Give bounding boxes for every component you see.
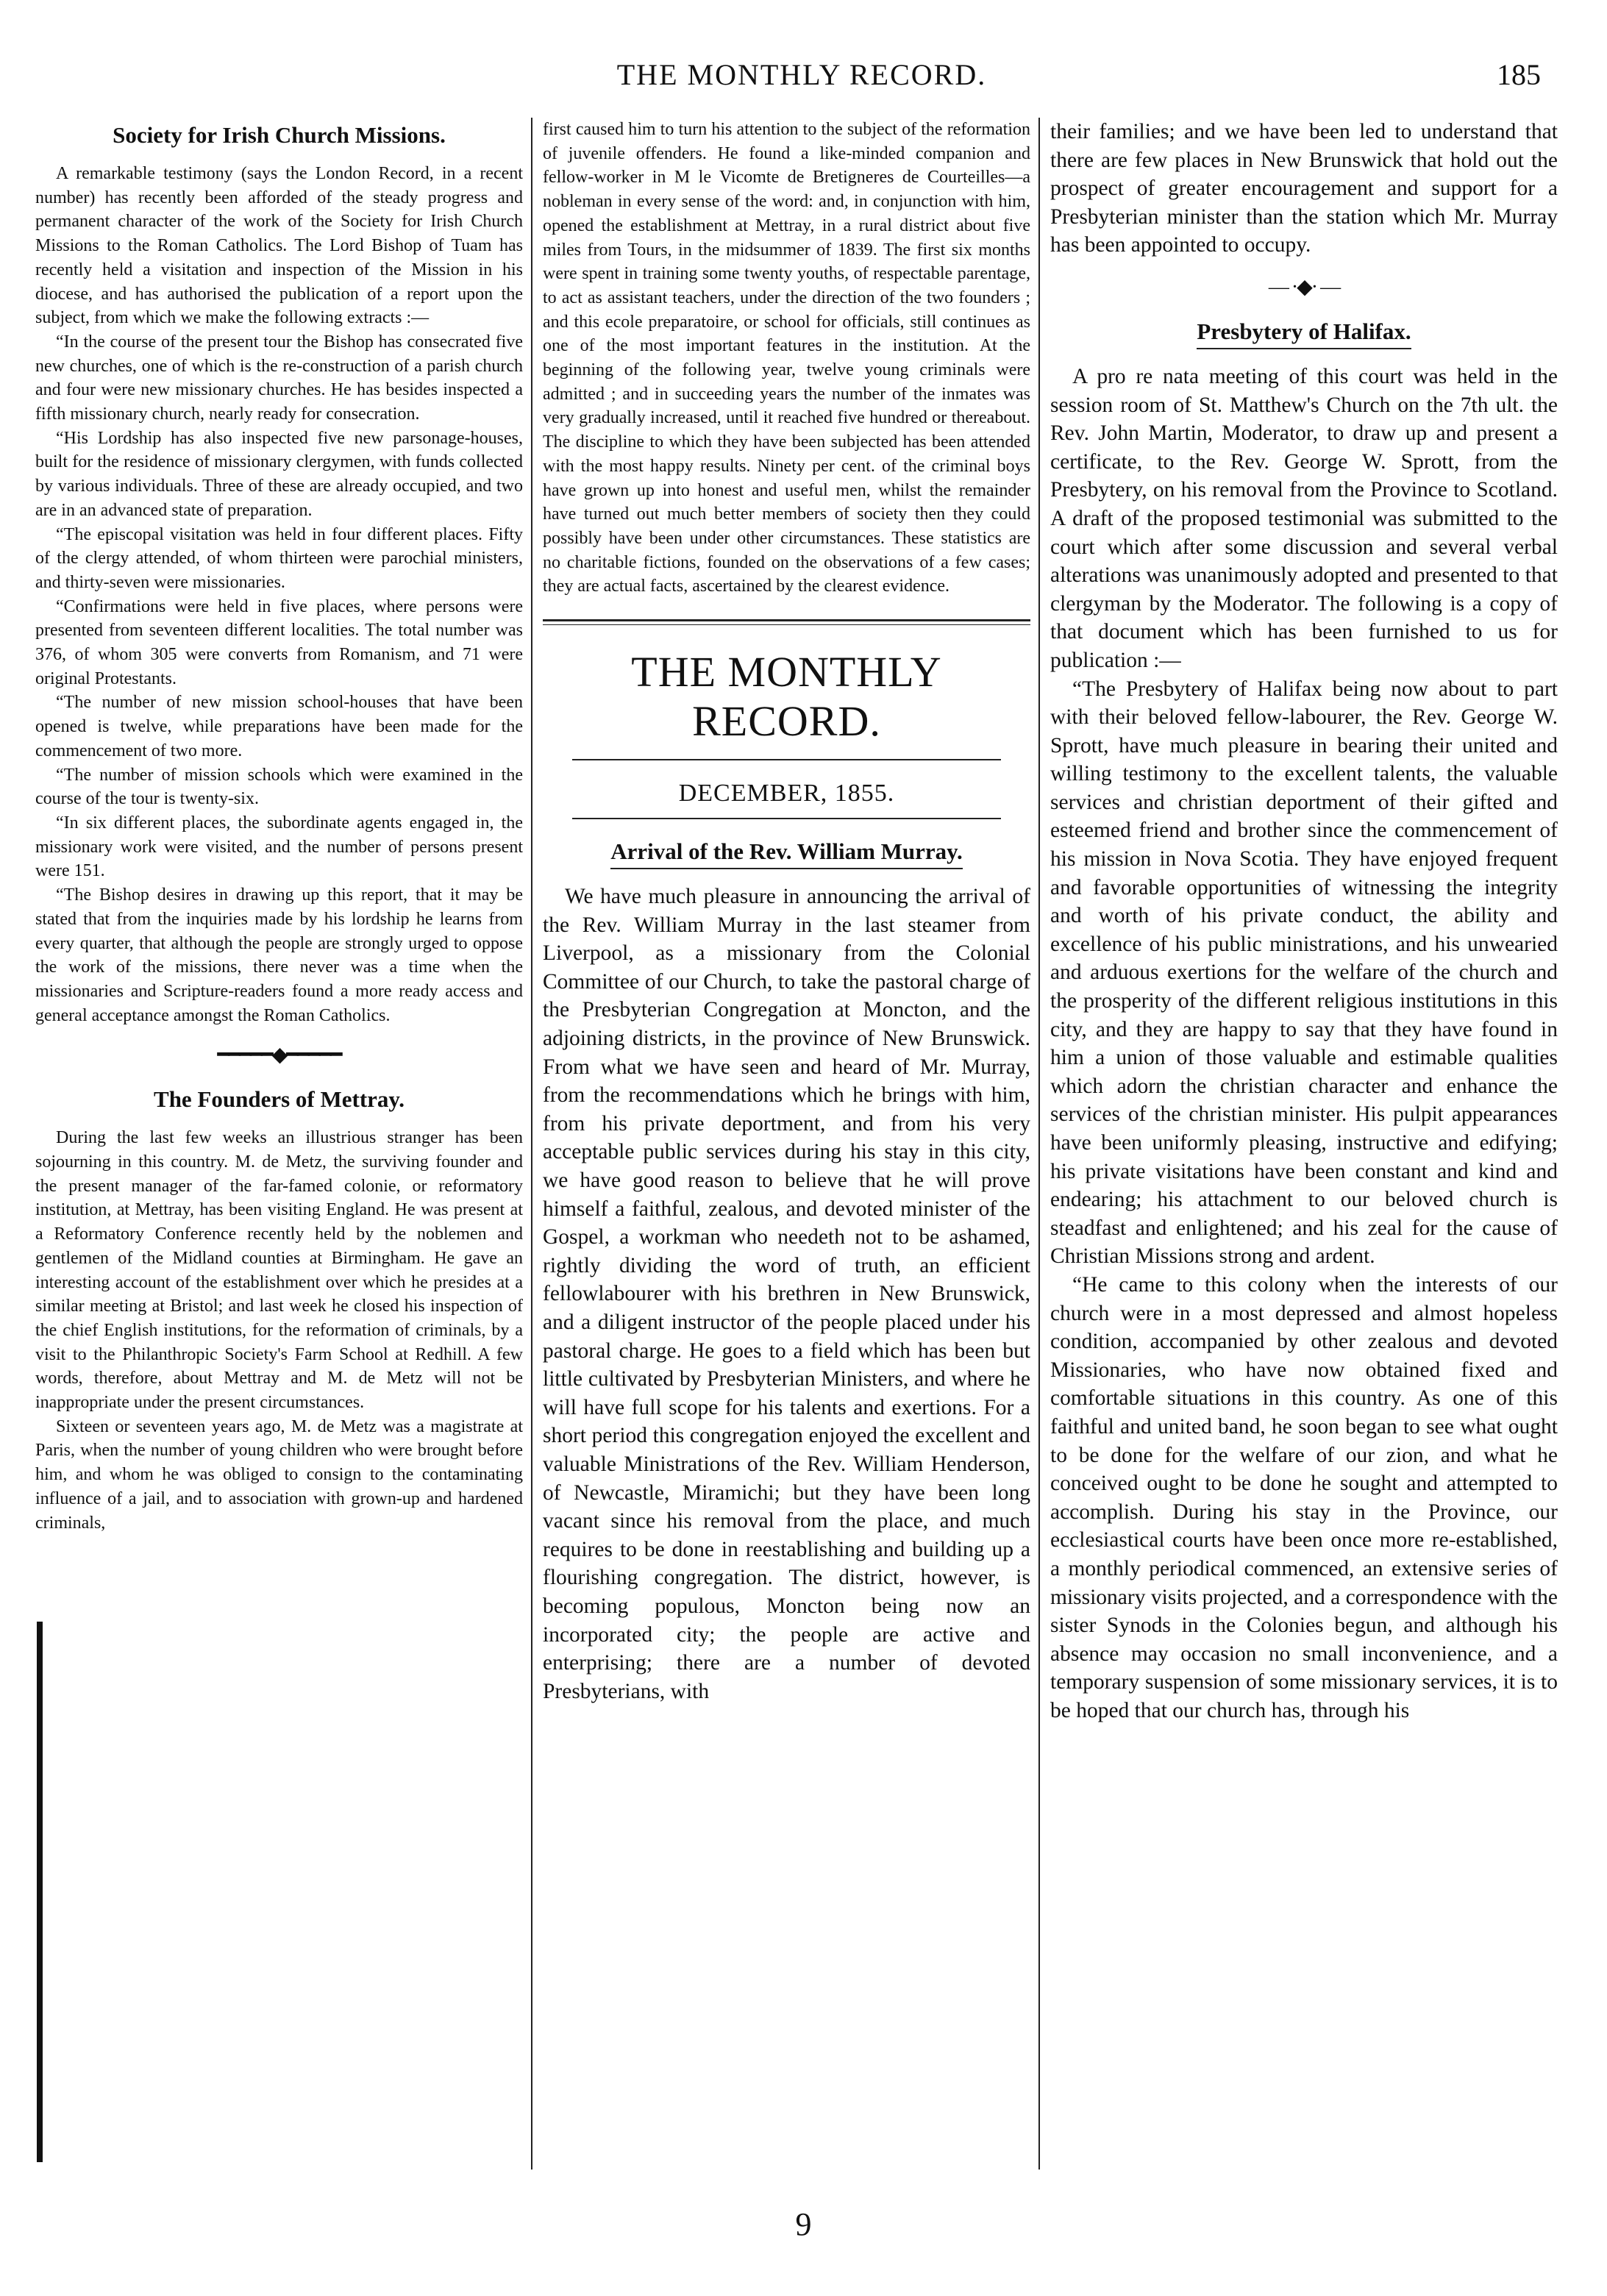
article-heading-murray bbox=[543, 838, 1030, 869]
heading-text: Arrival of the Rev. William Murray. bbox=[610, 838, 962, 869]
page-number: 185 bbox=[1497, 58, 1541, 91]
article-heading-halifax bbox=[1050, 318, 1558, 349]
column-rule bbox=[531, 118, 532, 2170]
binding-edge-shadow bbox=[37, 1622, 43, 2162]
paragraph: A pro re nata meeting of this court was held in the session room of St. Matthew's Church on the 7th ult. the Rev. John Martin, Moderator, to draw up and present a certificate, to the Rev. George W. Sprott, from the Presbytery, on his removal from the Province to Scotland. A draft of the proposed testimonial was submitted to the court which after some discussion and several verbal alterations was unanimously adopted and presented to that clergyman by the Moderator. The following is a copy of that document which has been furnished to us for publication :— bbox=[1050, 364, 1558, 672]
paragraph: During the last few weeks an illustrious stranger has been sojourning in this country. M. de Metz, the surviving founder and the present manager of the far-famed colonie, or reformatory institution, at Mettray, has been visiting England. He was present at a Reformatory Conference recently held by the noblemen and gentlemen of the Midland counties at Birmingham. He gave an interesting account of the establishment over which he presides at a similar meeting at Bristol; and last week he closed his inspection of the chief English institutions, for the reformation of criminals, by a visit to the Philanthropic Society's Farm School at Redhill. A few words, therefore, about Mettray and M. de Metz will not be inappropriate under the present circumstances. bbox=[35, 1128, 523, 1413]
dateline: DECEMBER, 1855. bbox=[678, 780, 895, 807]
paragraph: Sixteen or seventeen years ago, M. de Metz was a magistrate at Paris, when the number of young children who were brought before him, and whom he was obliged to consign to the contaminating influence of a jail, and to association with grown-up and hardened criminals, bbox=[35, 1416, 523, 1533]
paragraph: “The number of new mission school-houses that have been opened is twelve, while preparations have been made for the commencement of two more. bbox=[35, 693, 523, 760]
running-head: THE MONTHLY RECORD. bbox=[616, 58, 987, 91]
paragraph: “The episcopal visitation was held in four different places. Fifty of the clergy attended, of whom thirteen were parochial ministers, and thirty-seven were missionaries. bbox=[35, 524, 523, 592]
paragraph: “His Lordship has also inspected five new parsonage-houses, built for the residence of missionary clergymen, with funds collected by various individuals. Three of these are already occupied, and two are in an advanced state of preparation. bbox=[35, 428, 523, 520]
paragraph: “Confirmations were held in five places, where persons were presented from seventeen different localities. The total number was 376, of whom 305 were converts from Romanism, and 71 were original Protestants. bbox=[35, 596, 523, 688]
paragraph: We have much pleasure in announcing the arrival of the Rev. William Murray in the last steamer from Liverpool, as a missionary from the Colonial Committee of our Church, to take the pastoral charge of the Presbyterian Congregation at Moncton, and the adjoining districts, in the province of New Brunswick. From what we have seen and heard of Mr. Murray, from the recommendations which he brings with him, from his private deportment, and from his very acceptable public services during his stay in this city, we have good reason to believe that he will prove himself a faithful, zealous, and devoted minister of the Gospel, a workman who needeth not to be ashamed, rightly dividing the word of truth, an efficient fellowlabourer with his brethren in New Brunswick, and a diligent instructor of the people placed under his pastoral charge. He goes to a field which has been but little cultivated by Presbyterian Ministers, and where he will have full scope for his talents and exertions. For a short period this congregation enjoyed the excellent and valuable Ministrations of the Rev. William Henderson, of Newcastle, Miramichi; but they have been long vacant since his removal from the place, and much requires to be done in reestablishing and building up a flourishing congregation. The district, however, is becoming populous, Moncton being now an incorporated city; the people are active and enterprising; there are a number of devoted Presbyterians, with bbox=[543, 885, 1030, 1703]
footer-number: 9 bbox=[795, 2206, 812, 2242]
article-body-murray-continued bbox=[1050, 118, 1558, 260]
column-right bbox=[1050, 118, 1558, 2171]
dateline-rule bbox=[572, 818, 1001, 819]
column-left bbox=[35, 118, 523, 2171]
ornament-divider: ━━━━━◆━━━━━ bbox=[217, 1044, 341, 1067]
paragraph: “The Presbytery of Halifax being now about to part with their beloved fellow-labourer, the Rev. George W. Sprott, have much pleasure in bearing their united and willing testimony to the excellent talents, the valuable services and christian deportment of their gifted and esteemed friend and brother since the commencement of his mission in Nova Scotia. They have enjoyed frequent and favorable opportunities of witnessing the integrity and worth of his private conduct, the ability and excellence of his public ministrations, and his unwearied and arduous exertions for the welfare of the church and the prosperity of the different religious institutions in this city, and they are happy to say that they have found in him a union of those valuable and estimable qualities which adorn the christian character and enhance the services of the christian minister. His pulpit appearances have been uniformly pleasing, instructive and edifying; his private visitations have been constant and kind and endearing; his attachment to our beloved church is steadfast and enlightened; and his zeal for the cause of Christian Missions strong and ardent. bbox=[1050, 677, 1558, 1269]
article-heading-mettray: The Founders of Mettray. bbox=[154, 1086, 405, 1113]
article-heading-irish-missions: Society for Irish Church Missions. bbox=[113, 122, 446, 148]
article-body-irish-missions bbox=[35, 162, 523, 1027]
paragraph: “In six different places, the subordinate agents engaged in, the missionary work were visited, and the number of persons present were 151. bbox=[35, 813, 523, 881]
heading-text: Presbytery of Halifax. bbox=[1197, 318, 1411, 349]
article-body-murray bbox=[543, 883, 1030, 1705]
paragraph: “The number of mission schools which were examined in the course of the tour is twenty-six. bbox=[35, 765, 523, 809]
article-body-mettray bbox=[35, 1126, 523, 1535]
paragraph: “In the course of the present tour the Bishop has consecrated five new churches, one of which is the re-construction of a parish church and four were new missionary churches. He has besides inspected a fifth missionary church, nearly ready for consecration. bbox=[35, 332, 523, 424]
article-body-halifax bbox=[1050, 363, 1558, 1725]
paragraph: “He came to this colony when the interests of our church were in a most depressed and almost hopeless condition, accompanied by other zealous and devoted Missionaries, who have now obtained fixed and comfortable situations in this country. As one of this faithful and united band, he soon began to see what ought to be done for the welfare of our zion, and what he conceived ought to be done he sought and attempted to accomplish. During his stay in the Province, our ecclesiastical courts have been once more re-established, a monthly periodical commenced, an extensive series of missionary visits projected, and a correspondence with the sister Synods in the Colonies begun, and although his absence may occasion no small inconvenience, and a temporary suspension of some missionary services, it is to be hoped that our church has, through his bbox=[1050, 1272, 1558, 1722]
paragraph: A remarkable testimony (says the London Record, in a recent number) has recently been afforded of the steady progress and permanent character of the work of the Society for Irish Church Missions to the Roman Catholics. The Lord Bishop of Tuam has recently held a visitation and inspection of the Mission in his diocese, and has authorised the publication of a report upon the subject, from which we make the following extracts :— bbox=[35, 164, 523, 328]
article-body-mettray-continued bbox=[543, 118, 1030, 599]
masthead-rule bbox=[543, 619, 1030, 621]
column-rule bbox=[1038, 118, 1040, 2170]
masthead-title: THE MONTHLY RECORD. bbox=[631, 648, 942, 746]
dateline-rule bbox=[572, 759, 1001, 760]
paragraph: “The Bishop desires in drawing up this report, that it may be stated that from the inquiries made by his lordship he learns from every quarter, that although the people are strongly urged to oppose the work of the missions, there never was a time when the missionaries and Scripture-readers found a more ready access and general acceptance amongst the Roman Catholics. bbox=[35, 885, 523, 1025]
paragraph: first caused him to turn his attention to the subject of the reformation of juvenile offenders. He found a like-minded companion and fellow-worker in M le Vicomte de Bretigneres de Courteilles—a nobleman in every sense of the word: and, in conjunction with him, opened the establishment at Mettray, in a rural district about five miles from Tours, in the midsummer of 1839. The first six months were spent in training some twenty youths, of respectable parentage, to act as assistant teachers, under the direction of the two founders ; and this ecole preparatoire, or school for officials, still continues as one of the most important features in the institution. At the beginning of the following year, twelve young criminals were admitted ; and in succeeding years the number of the inmates was very gradually increased, until it reached five hundred or thereabout. The discipline to which they have been subjected has been attended with the most happy results. Ninety per cent. of the criminal boys have grown up into honest and useful men, whilst the remainder have turned out much better members of society then they could possibly have been under other circumstances. These statistics are no charitable fictions, founded on the observations of a few cases; they are actual facts, ascertained by the clearest evidence. bbox=[543, 120, 1030, 596]
masthead-rule-thin bbox=[543, 624, 1030, 625]
paragraph: their families; and we have been led to understand that there are few places in New Brunswick that hold out the prospect of greater encouragement and support for a Presbyterian minister than the station which Mr. Murray has been appointed to occupy. bbox=[1050, 120, 1558, 257]
column-middle bbox=[543, 118, 1030, 2171]
ornament-divider: — ·◆· — bbox=[1268, 275, 1340, 299]
